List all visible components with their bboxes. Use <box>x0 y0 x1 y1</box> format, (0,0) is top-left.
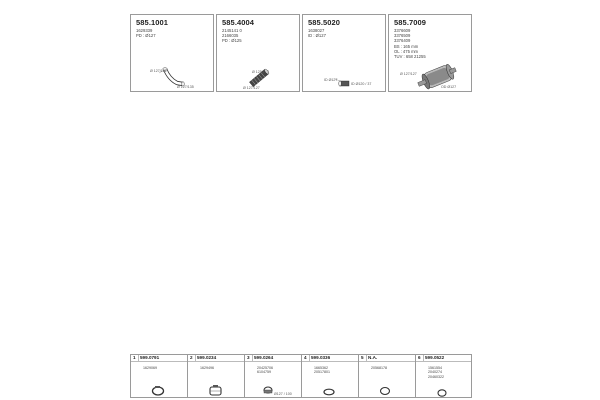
accessory-cell-2[interactable] <box>188 355 245 397</box>
accessory-part-number: 599.0234 <box>197 355 217 360</box>
accessory-cell-4[interactable] <box>302 355 359 397</box>
drawing-label: Ø 127/127 <box>243 86 260 90</box>
part-number: 585.5020 <box>308 18 341 27</box>
reference-line: 1629339 <box>136 28 153 33</box>
flex-pipe-icon <box>217 15 301 93</box>
accessory-index: 6 <box>418 355 421 360</box>
clamp-ring-icon <box>131 355 188 399</box>
muffler-icon <box>389 15 473 93</box>
reference-line: 1638027 <box>308 28 325 33</box>
part-number: 585.7009 <box>394 18 427 27</box>
clamp-band-icon <box>188 355 245 399</box>
drawing-label: ID Ø127 <box>324 78 338 82</box>
accessory-cell-5[interactable] <box>359 355 416 397</box>
drawing-label: Ø 127/122 <box>150 69 167 73</box>
drawing-label: Ø 127/127 <box>400 72 417 76</box>
accessory-part-number: 599.0264 <box>254 355 274 360</box>
reference-line: 20568178 <box>371 366 387 370</box>
accessory-index: 5 <box>361 355 364 360</box>
reference-line: 6104759 <box>257 370 271 375</box>
drawing-label: ID Ø120 / 37 <box>351 82 372 86</box>
short-pipe-icon <box>303 15 387 93</box>
accessory-part-number: 599.0336 <box>311 355 331 360</box>
reference-line: 20460322 <box>428 374 444 379</box>
elbow-pipe-icon <box>131 15 215 93</box>
reference-line: BS : 165 mm <box>394 43 419 49</box>
gasket-ring-icon <box>302 355 359 399</box>
part-card-585-5020[interactable] <box>302 14 386 92</box>
part-number: 585.4004 <box>222 18 255 27</box>
accessory-part-number: 599.0522 <box>425 355 445 360</box>
accessory-part-number: 599.0791 <box>140 355 160 360</box>
part-card-585-1001[interactable] <box>130 14 214 92</box>
accessory-cell-6[interactable] <box>416 355 471 397</box>
reference-line: 3376409 <box>394 38 411 44</box>
reference-line: 2040274 <box>428 370 442 375</box>
reference-line: 2145141 0 <box>222 28 242 33</box>
reference-line: OL : 475 mm <box>394 48 419 54</box>
part-number: 585.1001 <box>136 18 169 27</box>
drawing-label: Ø 127/135 <box>177 85 194 89</box>
accessory-part-number: N.A. <box>368 355 378 360</box>
reference-line: 1665362 <box>314 366 328 370</box>
accessory-strip <box>130 354 472 398</box>
reference-line: ID : Ø127 <box>308 33 326 39</box>
reference-line: 2166035 <box>222 33 239 39</box>
part-card-585-7009[interactable] <box>388 14 472 92</box>
reference-line: TUV : 658 21255 <box>394 54 426 60</box>
drawing-label: OD Ø127 <box>441 85 457 89</box>
gasket-ring-icon <box>359 355 416 399</box>
part-card-585-4004[interactable] <box>216 14 300 92</box>
accessory-cell-3[interactable] <box>245 355 302 397</box>
accessory-cell-1[interactable] <box>131 355 188 397</box>
reference-line: 3376509 <box>394 33 411 39</box>
reference-line: 20517801 <box>314 370 330 375</box>
reference-line: 1629069 <box>143 366 157 370</box>
drawing-label: Ø 125/127 <box>252 70 269 74</box>
drawing-label: Ø127 / 100 <box>274 392 292 396</box>
oval-clamp-icon <box>416 355 471 399</box>
reference-line: 20425706 <box>257 366 273 370</box>
accessory-index: 2 <box>190 355 193 360</box>
reference-line: PD : Ø127 <box>136 33 156 39</box>
accessory-index: 3 <box>247 355 250 360</box>
reference-line: PD : Ø125 <box>222 38 242 44</box>
reference-line: 3376609 <box>394 28 411 33</box>
reference-line: 1629496 <box>200 366 214 370</box>
reference-line: 1561554 <box>428 366 442 370</box>
accessory-index: 1 <box>133 355 136 360</box>
accessory-index: 4 <box>304 355 307 360</box>
